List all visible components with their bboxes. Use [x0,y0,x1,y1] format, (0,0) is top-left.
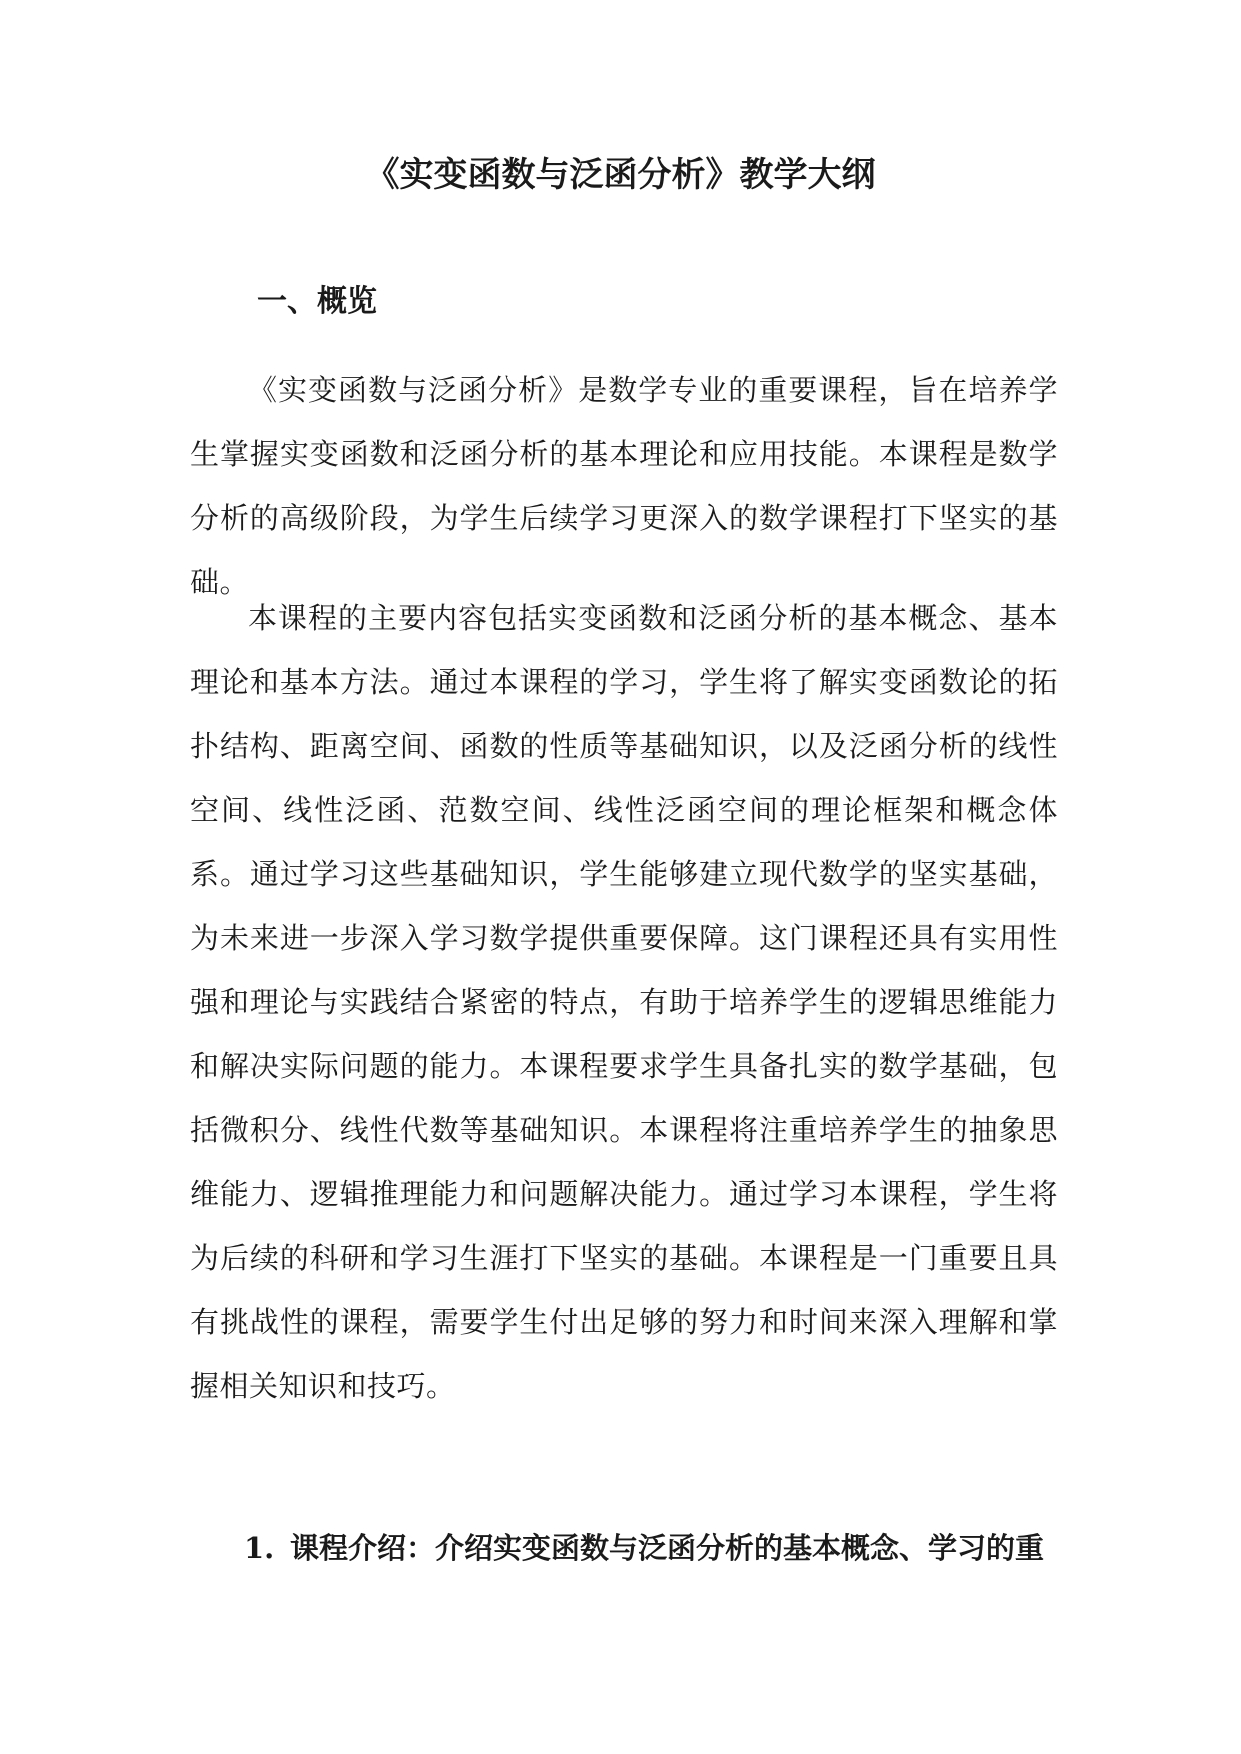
list-item [244,1526,1064,1570]
paragraph-overview: 《实变函数与泛函分析》是数学专业的重要课程，旨在培养学生掌握实变函数和泛函分析的基本理论和应用技能。本课程是数学分析的高级阶段，为学生后续学习更深入的数学课程打下坚实的基础。 [190,373,1058,599]
document-title: 《实变函数与泛函分析》教学大纲 [365,155,876,195]
paragraph-content: 本课程的主要内容包括实变函数和泛函分析的基本概念、基本理论和基本方法。通过本课程的学习，学生将了解实变函数论的拓扑结构、距离空间、函数的性质等基础知识，以及泛函分析的线性空间、线性泛函、范数空间、线性泛函空间的理论框架和概念体系。通过学习这些基础知识，学生能够建立现代数学的坚实基础，为未来进一步深入学习数学提供重要保障。这门课程还具有实用性强和理论与实践结合紧密的特点，有助于培养学生的逻辑思维能力和解决实际问题的能力。本课程要求学生具备扎实的数学基础，包括微积分、线性代数等基础知识。本课程将注重培养学生的抽象思维能力、逻辑推理能力和问题解决能力。通过学习本课程，学生将为后续的科研和学习生涯打下坚实的基础。本课程是一门重要且具有挑战性的课程，需要学生付出足够的努力和时间来深入理解和掌握相关知识和技巧。 [190,601,1058,1403]
section-heading: 一、概览 [257,284,377,319]
list-item-text: 课程介绍：介绍实变函数与泛函分析的基本概念、学习的重 [290,1531,1045,1565]
list-item-number: 1. [244,1531,275,1565]
